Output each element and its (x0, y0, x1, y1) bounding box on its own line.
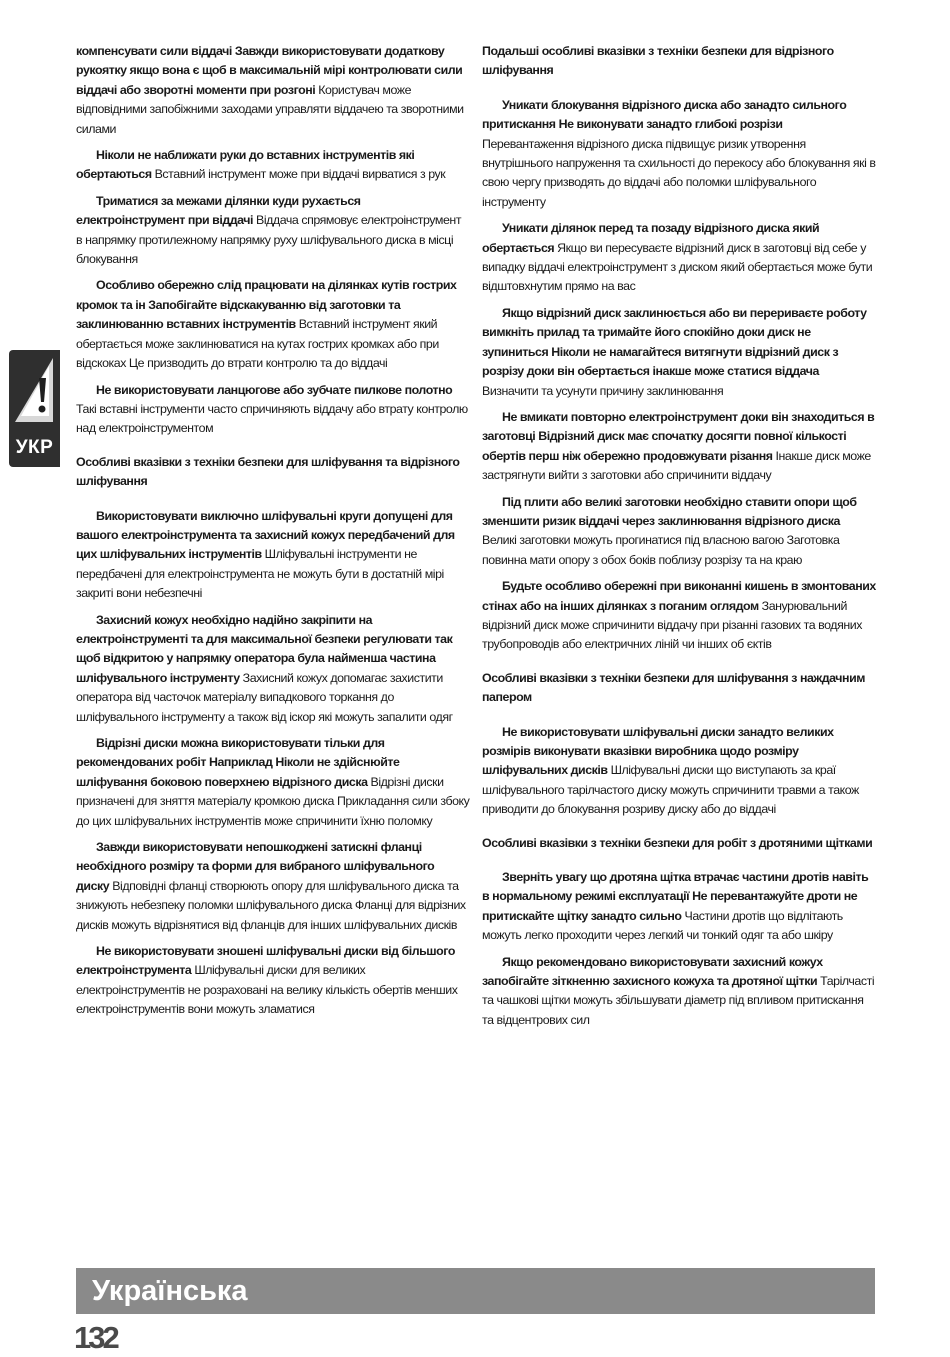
page-number: 132 (74, 1320, 117, 1355)
section-heading: Особливі вказівки з техніки безпеки для шліфування та відрізного шліфування (76, 454, 460, 489)
paragraph (76, 611, 470, 727)
paragraph (76, 146, 470, 185)
left-column (76, 42, 470, 1027)
paragraph-body: Шліфувальні інструменти не передбачені для електроінструмента не можуть бути в достатній мірі закриті вони небезпечні (76, 547, 444, 601)
language-code: УКР (15, 437, 54, 458)
paragraph-lead: Ніколи не наближати руки до вставних інструментів які обертаються (76, 148, 415, 182)
paragraph-body: Частини дротів що відлітають можуть легко проходити через легкий чи тонкий одяг та або шкіру (482, 908, 843, 943)
paragraph-lead: Зверніть увагу що дротяна щітка втрачає частини дротів навіть в нормальному режимі експлуатації Не перевантажуйте дроти не притискайте щітку занадто сильно (482, 870, 869, 923)
paragraph (482, 953, 876, 1031)
paragraph (482, 723, 876, 820)
paragraph-body: Захисний кожух допомагає захистити оператора від часточок матеріалу випадкового торкання до шліфувального інструменту а також від іскор які можуть запалити одяг (76, 670, 453, 724)
paragraph-body: Занурювальний відрізний диск може спричинити віддачу при різанні газових та водяних трубопроводів або електричних ліній чи інших об єктів (482, 598, 862, 652)
paragraph (482, 577, 876, 655)
paragraph-body: Якщо ви пересуваєте відрізний диск в заготовці від себе у випадку віддачі електроінструмент з диском який обертається може бути відштовхнутим прямо на вас (482, 240, 873, 294)
paragraph-lead: Уникати блокування відрізного диска або занадто сильного притискання Не виконувати занадто глибокі розрізи (482, 97, 847, 132)
language-tab (9, 350, 60, 467)
paragraph (76, 942, 470, 1020)
paragraph-body: Визначити та усунути причину заклинювання (482, 383, 724, 398)
paragraph-body: Такі вставні інструменти часто спричиняють віддачу або втрату контролю над електроінструментом (76, 401, 468, 436)
paragraph-body: Відрізні диски призначені для зняття матеріалу кромкою диска Прикладання сили збоку до цих шліфувальних інструментів може спричинити їхню поломку (76, 774, 470, 828)
paragraph-lead: Під плити або великі заготовки необхідно ставити опори щоб зменшити ризик віддачі через заклинювання відрізного диска (482, 494, 857, 528)
paragraph (76, 838, 470, 935)
paragraph (482, 219, 876, 297)
paragraph-lead: Використовувати виключно шліфувальні круги допущені для вашого електроінструмента та захисний кожух передбачений для цих шліфувальних інструментів (76, 508, 455, 562)
paragraph (76, 734, 470, 831)
warning-triangle-icon (13, 356, 57, 426)
paragraph-body: Тарілчасті та чашкові щітки можуть збільшувати діаметр під впливом притискання та відцентрових сил (482, 974, 875, 1027)
paragraph-body: Користувач може відповідними запобіжними заходами управляти віддачею та зворотними силами (76, 82, 464, 136)
paragraph-body: Віддача спрямовує електроінструмент в напрямку протилежному напрямку руху шліфувального диска в місці блокування (76, 213, 462, 267)
paragraph-lead: Завжди використовувати непошкоджені затискні фланці необхідного розміру та форми для вибраного шліфувального диску (76, 840, 435, 893)
paragraph-body: Відповідні фланці створюють опору для шліфувального диска та знижують небезпеку поломки шліфувального диска Фланці для відрізних дисків можуть відрізнятися від фланців для інших шліфувальних дисків (76, 878, 466, 932)
section-heading: Подальші особливі вказівки з техніки безпеки для відрізного шліфування (482, 44, 834, 78)
paragraph-lead: компенсувати сили віддачі Завжди використовувати додаткову рукоятку якщо вона є щоб в максимальній мірі контролювати сили віддачі або зворотні моменти при розгоні (76, 44, 463, 97)
paragraph-lead: Якщо відрізний диск заклинюється або ви перериваєте роботу вимкніть прилад та тримайте його спокійно доки диск не зупиниться Ніколи не намагайтеся витягнути відрізний диск з розрізу доки він обертається інакше може статися віддача (482, 305, 867, 379)
paragraph (76, 276, 470, 373)
section-heading: Особливі вказівки з техніки безпеки для робіт з дротяними щітками (482, 835, 873, 850)
footer-language-title: Українська (92, 1275, 248, 1307)
paragraph-lead: Не використовувати зношені шліфувальні диски від більшого електроінструмента (76, 944, 455, 978)
paragraph-body: Шліфувальні диски для великих електроінструментів не розраховані на велику кількість обертів менших електроінструментів вони можуть зламатися (76, 963, 458, 1017)
paragraph (482, 408, 876, 486)
paragraph-body: Вставний інструмент може при віддачі вирватися з рук (151, 167, 446, 182)
paragraph-lead: Особливо обережно слід працювати на ділянках кутів гострих кромок та ін Запобігайте відскакуванню від заготовки та заклинюванню вставних інструментів (76, 278, 457, 332)
paragraph (76, 42, 470, 139)
paragraph-body: Шліфувальні диски що виступають за краї шліфувального тарілчастого диску можуть спричинити травми а також приводити до блокування розриву диску або до віддачі (482, 763, 859, 817)
paragraph-lead: Уникати ділянок перед та позаду відрізного диска який обертається (482, 221, 820, 255)
paragraph-lead: Відрізні диски можна використовувати тільки для рекомендованих робіт Наприклад Ніколи не здійснюйте шліфування боковою поверхнею відрізного диска (76, 736, 400, 789)
paragraph-lead: Не вмикати повторно електроінструмент доки він знаходиться в заготовці Відрізний диск має спочатку досягти повної кількості обертів перш ніж обережно продовжувати різання (482, 409, 875, 463)
footer-bar (76, 1268, 875, 1314)
paragraph (482, 868, 876, 946)
paragraph-body: Інакше диск може застрягнути вийти з заготовки або спричинити віддачу (482, 448, 871, 483)
right-column (482, 42, 876, 1037)
paragraph (76, 192, 470, 270)
paragraph (482, 304, 876, 401)
paragraph-lead: Не використовувати ланцюгове або зубчате пилкове полотно (96, 382, 453, 397)
paragraph-body: Перевантаження відрізного диска підвищує ризик утворення внутрішнього напруження та схильності до перекосу або блокування які в свою чергу призводять до віддачі або поломки шліфувального інструменту (482, 136, 876, 209)
paragraph-body: Вставний інструмент який обертається може заклинюватися на кутах гострих кромках або при відскоках Це призводить до втрати контролю та до віддачі (76, 317, 439, 371)
paragraph (76, 507, 470, 604)
paragraph-lead: Будьте особливо обережні при виконанні кишень в змонтованих стінах або на інших ділянках з поганим оглядом (482, 579, 876, 613)
paragraph-lead: Триматися за межами ділянки куди рухається електроінструмент при віддачі (76, 193, 361, 228)
paragraph-lead: Захисний кожух необхідно надійно закріпити на електроінструменті та для максимальної безпеки регулювати так щоб відкритою у напрямку оператора була найменша частина шліфувального інструменту (76, 612, 453, 685)
section-heading: Особливі вказівки з техніки безпеки для шліфування з наждачним папером (482, 670, 865, 705)
paragraph (482, 96, 876, 212)
paragraph-lead: Якщо рекомендовано використовувати захисний кожух запобігайте зіткненню захисного кожуха та дротяної щітки (482, 954, 823, 989)
paragraph-body: Великі заготовки можуть прогинатися під власною вагою Заготовка повинна мати опору з обох боків поблизу розрізу та на краю (482, 533, 840, 567)
paragraph-lead: Не використовувати шліфувальні диски занадто великих розмірів виконувати вказівки виробника щодо розміру шліфувальних дисків (482, 724, 834, 778)
paragraph (76, 381, 470, 439)
paragraph (482, 493, 876, 571)
